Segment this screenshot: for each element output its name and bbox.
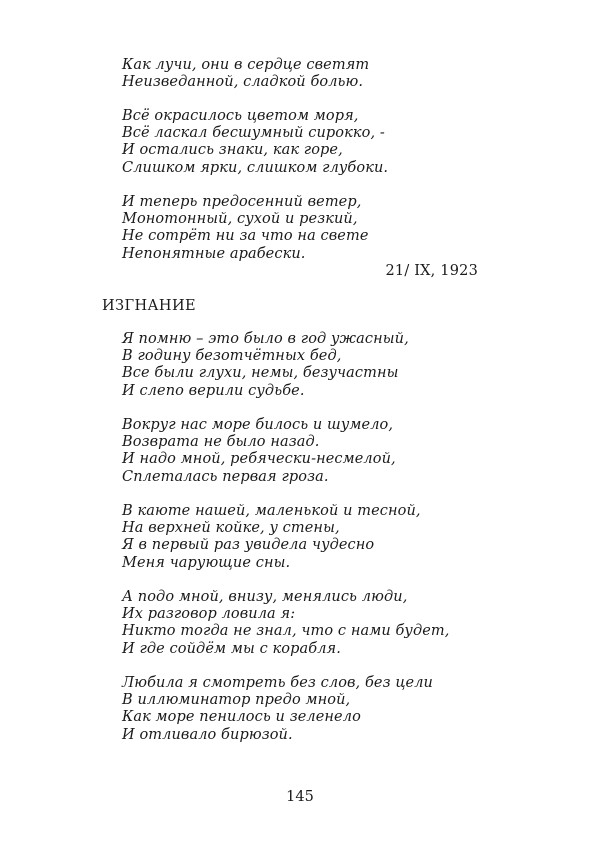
poem-line: Не сотрёт ни за что на свете: [122, 228, 369, 245]
poem-line: Как лучи, они в сердце светят: [122, 57, 370, 73]
poem1-stanza-2: [122, 108, 388, 177]
poem-title: ИЗГНАНИЕ: [102, 298, 196, 314]
poem-line: И теперь предосенний ветер,: [122, 194, 362, 210]
poem-line: Их разговор ловила я:: [122, 606, 296, 623]
poem2-stanza-4: [122, 589, 449, 658]
poem2-stanza-2: [122, 417, 396, 486]
poem-line: Я в первый раз увидела чудесно: [122, 537, 375, 554]
poem-line: Любила я смотреть без слов, без цели: [122, 675, 433, 691]
poem2-stanza-3: [122, 503, 421, 572]
poem-line: Возврата не было назад.: [122, 434, 320, 451]
poem-line: Вокруг нас море билось и шумело,: [122, 417, 394, 433]
poem-line: В годину безотчётных бед,: [122, 348, 342, 365]
poem-line: Все были глухи, немы, безучастны: [122, 365, 399, 382]
poem-line: Как море пенилось и зеленело: [122, 709, 361, 726]
page-number: 145: [286, 789, 314, 805]
poem-line: Я помню – это было в год ужасный,: [122, 331, 409, 347]
poem-line: В каюте нашей, маленькой и тесной,: [122, 503, 421, 519]
poem-line: Монотонный, сухой и резкий,: [122, 211, 358, 228]
poem-line: Всё окрасилось цветом моря,: [122, 108, 359, 124]
poem1-stanza-1: [122, 57, 369, 91]
poem-line: Сплеталась первая гроза.: [122, 468, 329, 485]
poem-line: И слепо верили судьбе.: [122, 382, 305, 399]
poem-line: А подо мной, внизу, менялись люди,: [122, 589, 408, 605]
poem2-stanza-5: [122, 675, 433, 744]
poem-line: И надо мной, ребячески-несмелой,: [122, 451, 396, 468]
poem-line: На верхней койке, у стены,: [122, 520, 340, 537]
poem-date: 21/ IX, 1923: [385, 263, 478, 279]
poem-line: Всё ласкал бесшумный сирокко, -: [122, 125, 385, 142]
poem-line: Неизведанной, сладкой болью.: [122, 74, 364, 91]
poem-line: Меня чарующие сны.: [122, 554, 291, 571]
poem-line: И остались знаки, как горе,: [122, 142, 343, 159]
poem-line: Слишком ярки, слишком глубоки.: [122, 159, 389, 176]
poem-line: И где сойдём мы с корабля.: [122, 640, 341, 657]
poem-line: Непонятные арабески.: [122, 245, 306, 262]
poem2-stanza-1: [122, 331, 409, 400]
poem-line: Никто тогда не знал, что с нами будет,: [122, 623, 450, 640]
poem1-stanza-3: [122, 194, 369, 263]
poem-line: В иллюминатор предо мной,: [122, 692, 351, 709]
poem-line: И отливало бирюзой.: [122, 726, 293, 743]
